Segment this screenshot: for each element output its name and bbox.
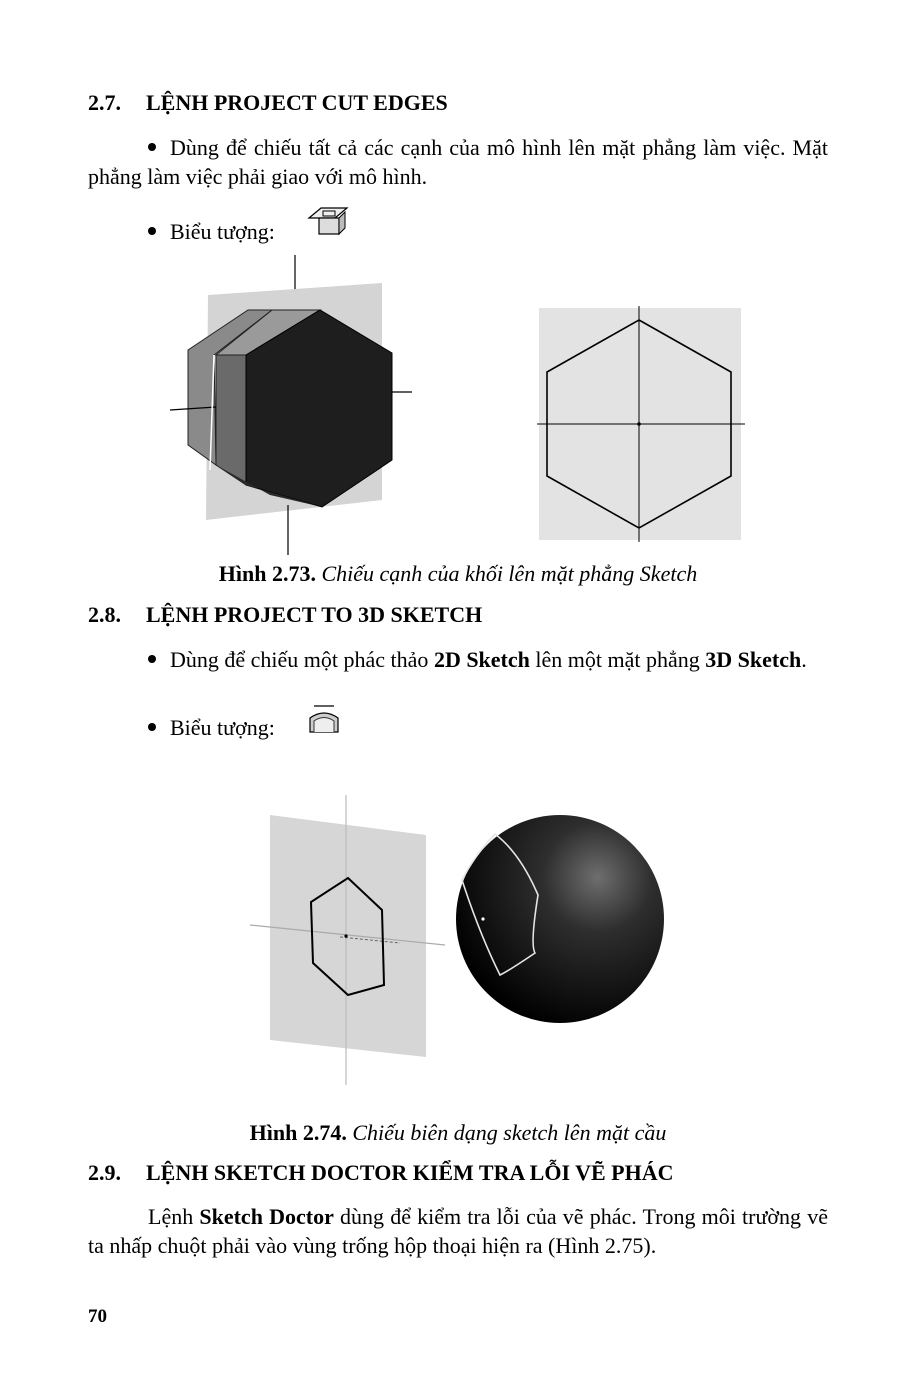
icon-label: Biểu tượng: [170,715,275,740]
bullet-bold-1: 2D Sketch [433,647,530,672]
section-2-7-bullet-2 [148,219,275,245]
icon-label: Biểu tượng: [170,219,275,244]
section-2-7-bullet-1 [88,133,828,191]
bullet-text-1: Dùng để chiếu một phác thảo [170,647,434,672]
section-2-8-bullet-2 [148,715,275,741]
figure-caption-text: Chiếu biên dạng sketch lên mặt cầu [352,1120,667,1145]
figure-label: Hình 2.73. [218,561,316,586]
section-title: LỆNH SKETCH DOCTOR KIỂM TRA LỖI VẼ PHÁC [146,1160,674,1185]
section-number: 2.7. [88,90,121,115]
page-number: 70 [88,1306,107,1327]
bullet-text-2: lên một mặt phẳng [529,647,706,672]
paragraph-text-1: Lệnh [148,1204,200,1229]
section-title: LỆNH PROJECT TO 3D SKETCH [146,602,483,627]
figure-caption-text: Chiếu cạnh của khối lên mặt phẳng Sketch [321,561,698,586]
section-number: 2.9. [88,1160,121,1185]
bullet-text-3: . [801,647,807,672]
figure-2-73-sketch-hexagon [537,306,745,542]
bullet-icon [148,143,156,151]
figure-2-73-caption [0,561,916,587]
section-2-9-heading [88,1160,674,1186]
paragraph-bold: Sketch Doctor [199,1204,334,1229]
figure-2-74-projection [250,795,670,1085]
bullet-icon [148,227,156,235]
figure-label: Hình 2.74. [249,1120,347,1145]
bullet-text: Dùng để chiếu tất cả các cạnh của mô hình lên mặt phẳng làm việc. Mặt phẳng làm việc phải giao với mô hình. [88,135,828,189]
figure-2-74-caption [0,1120,916,1146]
bullet-icon [148,723,156,731]
section-2-9-paragraph [88,1202,828,1260]
bullet-icon [148,655,156,663]
section-2-8-heading [88,602,482,628]
section-title: LỆNH PROJECT CUT EDGES [146,90,448,115]
figure-2-73-3d-block [160,255,420,555]
paragraph-text-2: dùng để kiểm tra lỗi của vẽ phác. Trong môi trường vẽ ta nhấp chuột phải vào vùng trống hộp thoại hiện ra (Hình 2.75). [88,1204,828,1258]
section-2-8-bullet-1 [88,645,828,674]
project-cut-edges-icon [305,206,349,240]
bullet-bold-2: 3D Sketch [705,647,802,672]
project-to-3d-sketch-icon [307,702,341,736]
section-number: 2.8. [88,602,121,627]
section-2-7-heading [88,90,448,116]
